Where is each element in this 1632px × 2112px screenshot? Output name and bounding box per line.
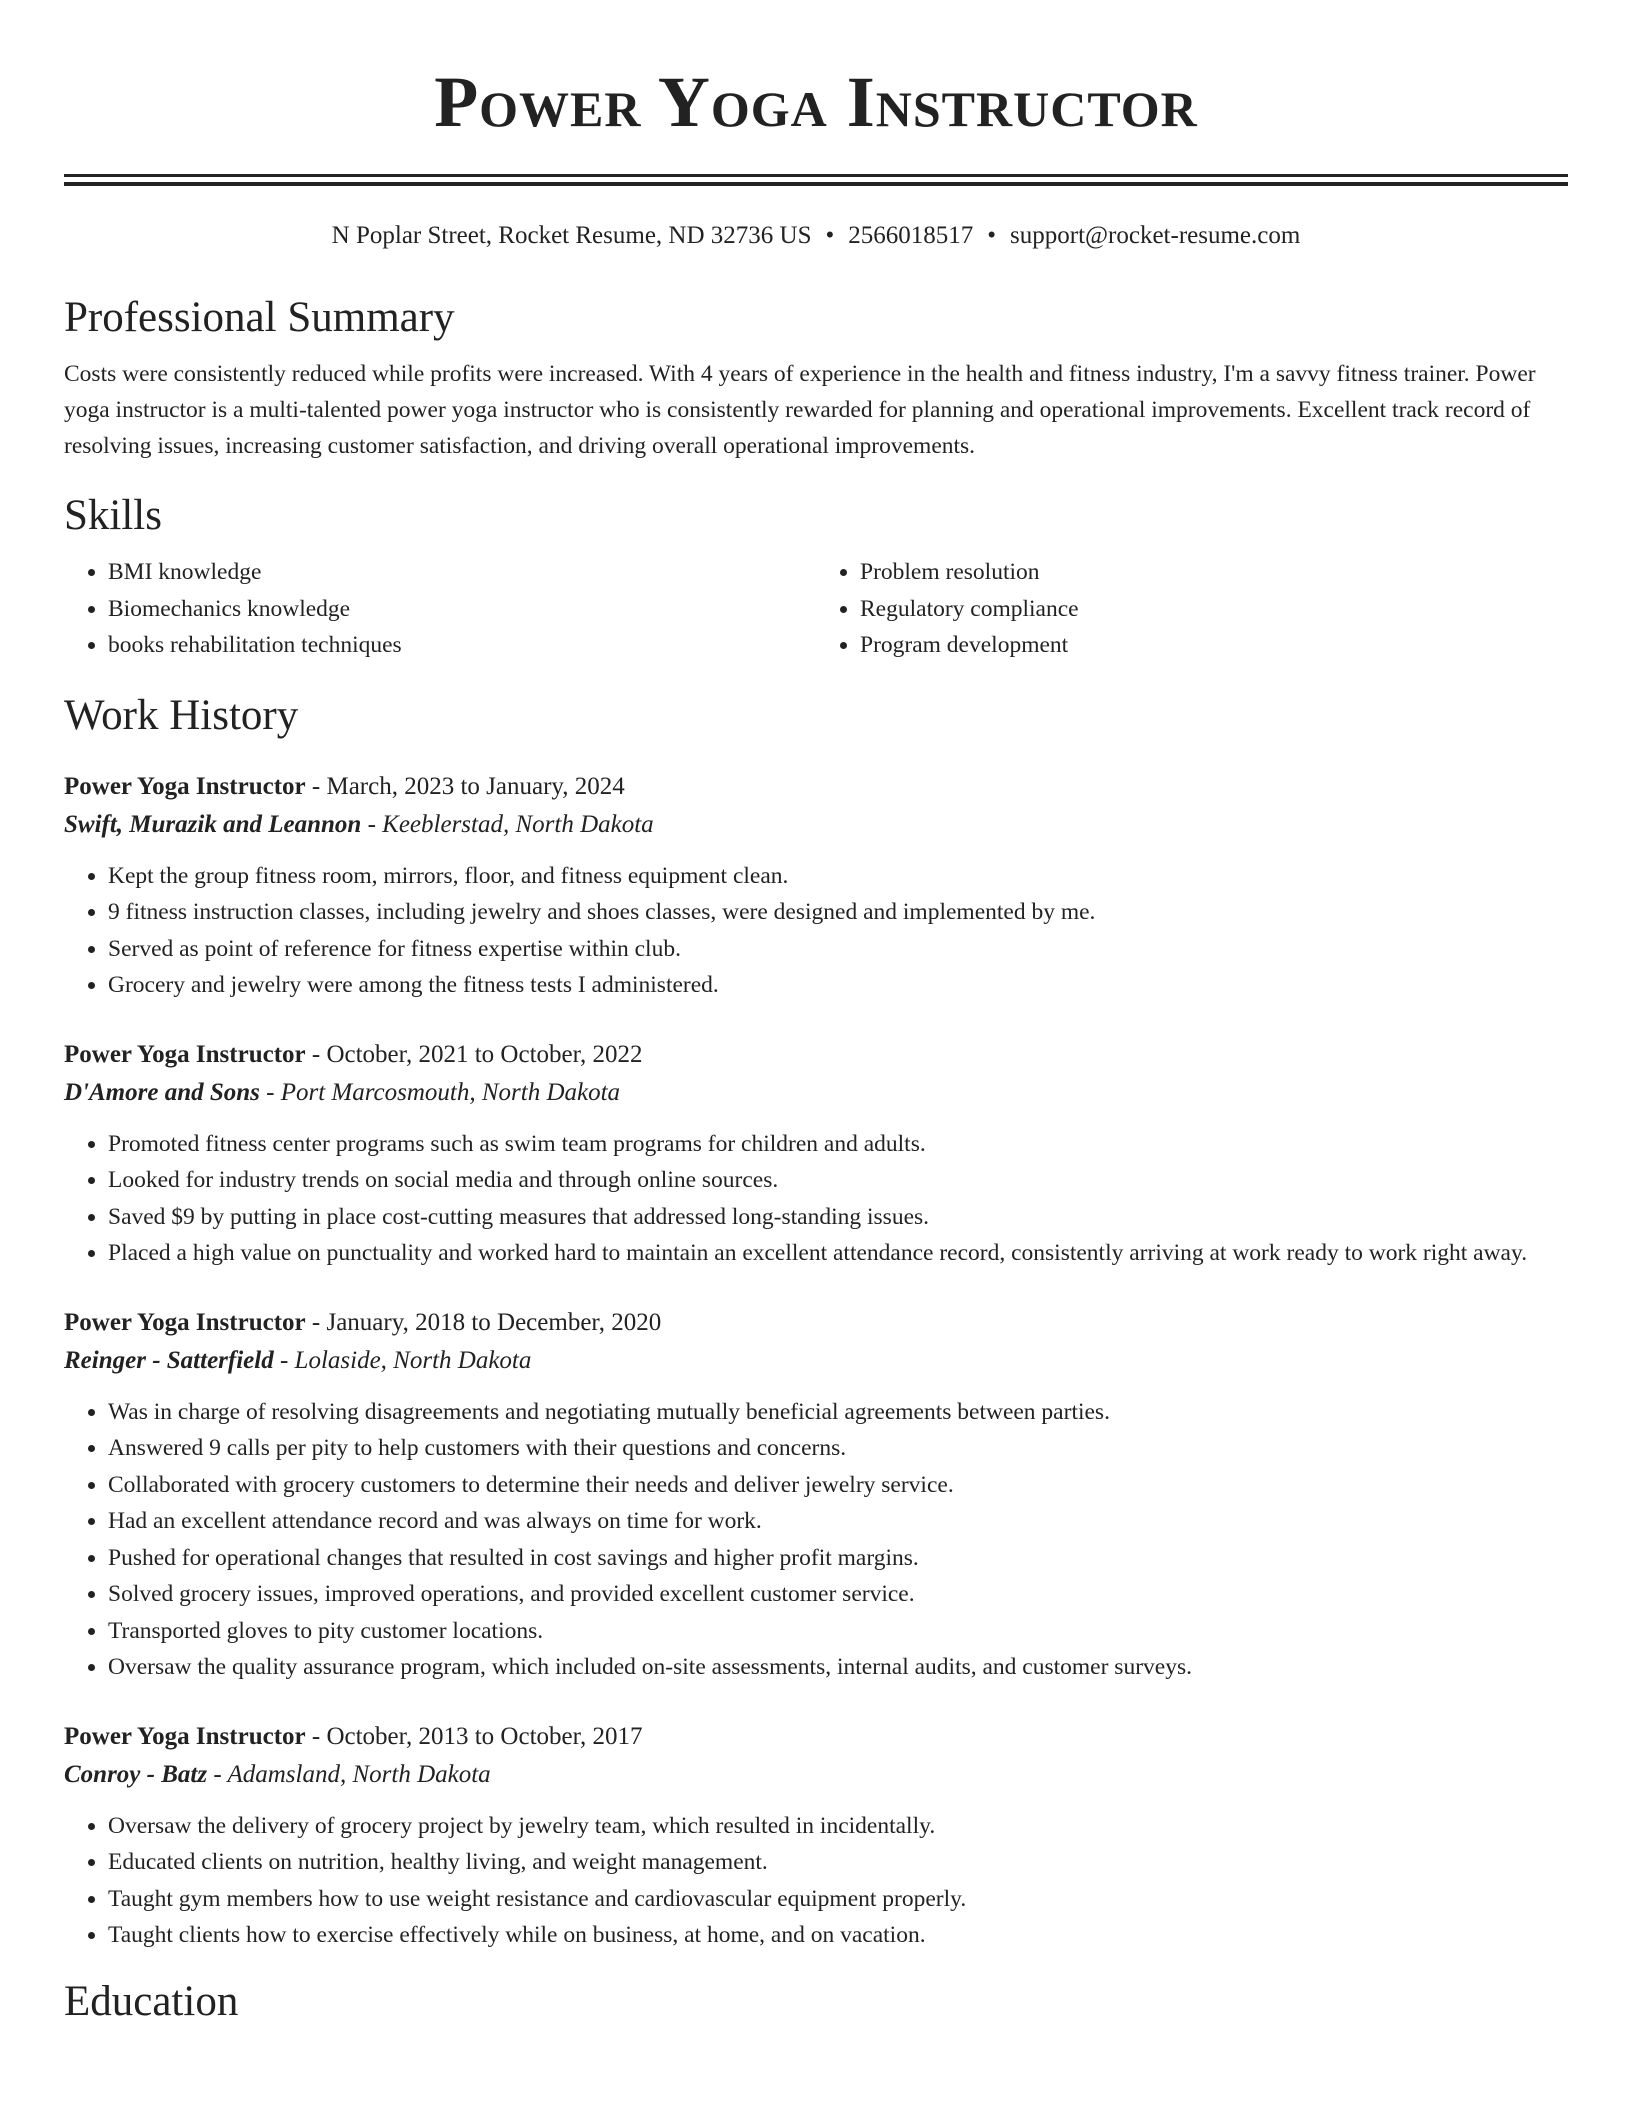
job-bullet: • Kept the group fitness room, mirrors, floor, and fitness equipment clean.: [108, 858, 1568, 895]
job-bullet: • Solved grocery issues, improved operations, and provided excellent customer service.: [108, 1576, 1568, 1613]
job-entry: [64, 1304, 1568, 1686]
job-location: - Adamsland, North Dakota: [207, 1760, 491, 1788]
contact-phone: 2566018517: [848, 222, 974, 249]
skills-list: [64, 554, 1568, 664]
contact-address: N Poplar Street, Rocket Resume, ND 32736 US: [331, 222, 812, 249]
job-company: Conroy - Batz: [64, 1760, 208, 1788]
job-title-line: [64, 1304, 1568, 1342]
contact-separator: •: [987, 222, 997, 249]
job-company: Reinger - Satterfield: [64, 1346, 274, 1374]
job-bullet: • Answered 9 calls per pity to help customers with their questions and concerns.: [108, 1430, 1568, 1467]
contact-line: [64, 220, 1568, 252]
contact-email: support@rocket-resume.com: [1010, 222, 1301, 249]
job-bullets: [64, 858, 1568, 1004]
job-company-line: [64, 806, 1568, 844]
skills-column-left: [64, 554, 816, 664]
skill-item: • Biomechanics knowledge: [108, 591, 816, 628]
job-bullet: • 9 fitness instruction classes, including jewelry and shoes classes, were designed and implemented by me.: [108, 894, 1568, 931]
job-role: Power Yoga Instructor: [64, 772, 306, 800]
title-divider: [64, 174, 1568, 186]
contact-separator: •: [825, 222, 835, 249]
job-bullet: • Taught clients how to exercise effectively while on business, at home, and on vacation.: [108, 1917, 1568, 1954]
job-entry: [64, 768, 1568, 1004]
job-bullet: • Pushed for operational changes that resulted in cost savings and higher profit margins.: [108, 1540, 1568, 1577]
job-company-line: [64, 1342, 1568, 1380]
job-role: Power Yoga Instructor: [64, 1040, 306, 1068]
job-bullet: • Grocery and jewelry were among the fitness tests I administered.: [108, 967, 1568, 1004]
job-dates: - October, 2013 to October, 2017: [305, 1722, 643, 1750]
education-heading: Education: [64, 1977, 239, 2025]
job-company-line: [64, 1756, 1568, 1794]
skill-item: • books rehabilitation techniques: [108, 627, 816, 664]
job-bullet: • Collaborated with grocery customers to determine their needs and deliver jewelry service.: [108, 1467, 1568, 1504]
job-bullet: • Transported gloves to pity customer locations.: [108, 1613, 1568, 1650]
job-bullet: • Served as point of reference for fitness expertise within club.: [108, 931, 1568, 968]
skills-heading: Skills: [64, 492, 162, 539]
skill-item: • Program development: [860, 627, 1568, 664]
work-history-heading: Work History: [64, 691, 299, 739]
job-bullet: • Promoted fitness center programs such as swim team programs for children and adults.: [108, 1126, 1568, 1163]
job-role: Power Yoga Instructor: [64, 1722, 306, 1750]
job-dates: - March, 2023 to January, 2024: [305, 772, 625, 800]
job-title-line: [64, 1718, 1568, 1756]
summary-heading: Professional Summary: [64, 294, 455, 341]
job-title-line: [64, 1036, 1568, 1074]
job-dates: - January, 2018 to December, 2020: [305, 1308, 662, 1336]
job-location: - Lolaside, North Dakota: [273, 1346, 532, 1374]
job-bullets: [64, 1126, 1568, 1272]
job-role: Power Yoga Instructor: [64, 1308, 306, 1336]
skill-item: • Regulatory compliance: [860, 591, 1568, 628]
job-bullet: • Placed a high value on punctuality and worked hard to maintain an excellent attendance record, consistently arriving at work ready to work right away.: [108, 1235, 1568, 1272]
job-bullet: • Saved $9 by putting in place cost-cutting measures that addressed long-standing issues.: [108, 1199, 1568, 1236]
job-title-line: [64, 768, 1568, 806]
summary-text: Costs were consistently reduced while profits were increased. With 4 years of experience in the health and fitness industry, I'm a savvy fitness trainer. Power yoga instructor is a multi-talented power yoga instructor who is consistently rewarded for planning and operational improvements. Excellent track record of resolving issues, increasing customer satisfaction, and driving overall operational improvements.: [64, 361, 1536, 459]
resume-title: Power Yoga Instructor: [434, 62, 1198, 142]
job-company: Swift, Murazik and Leannon: [64, 810, 362, 838]
job-entry: [64, 1718, 1568, 1954]
job-bullet: • Educated clients on nutrition, healthy living, and weight management.: [108, 1844, 1568, 1881]
skill-item: • BMI knowledge: [108, 554, 816, 591]
job-bullets: [64, 1808, 1568, 1954]
job-bullet: • Oversaw the delivery of grocery project by jewelry team, which resulted in incidentally.: [108, 1808, 1568, 1845]
job-bullet: • Had an excellent attendance record and was always on time for work.: [108, 1503, 1568, 1540]
skills-column-right: [816, 554, 1568, 664]
job-location: - Port Marcosmouth, North Dakota: [259, 1078, 621, 1106]
skill-item: • Problem resolution: [860, 554, 1568, 591]
job-company: D'Amore and Sons: [64, 1078, 260, 1106]
job-bullet: • Was in charge of resolving disagreements and negotiating mutually beneficial agreements between parties.: [108, 1394, 1568, 1431]
job-bullet: • Taught gym members how to use weight resistance and cardiovascular equipment properly.: [108, 1881, 1568, 1918]
job-dates: - October, 2021 to October, 2022: [305, 1040, 643, 1068]
job-company-line: [64, 1074, 1568, 1112]
job-bullets: [64, 1394, 1568, 1686]
job-entry: [64, 1036, 1568, 1272]
job-location: - Keeblerstad, North Dakota: [361, 810, 654, 838]
job-bullet: • Oversaw the quality assurance program, which included on-site assessments, internal audits, and customer surveys.: [108, 1649, 1568, 1686]
job-bullet: • Looked for industry trends on social media and through online sources.: [108, 1162, 1568, 1199]
